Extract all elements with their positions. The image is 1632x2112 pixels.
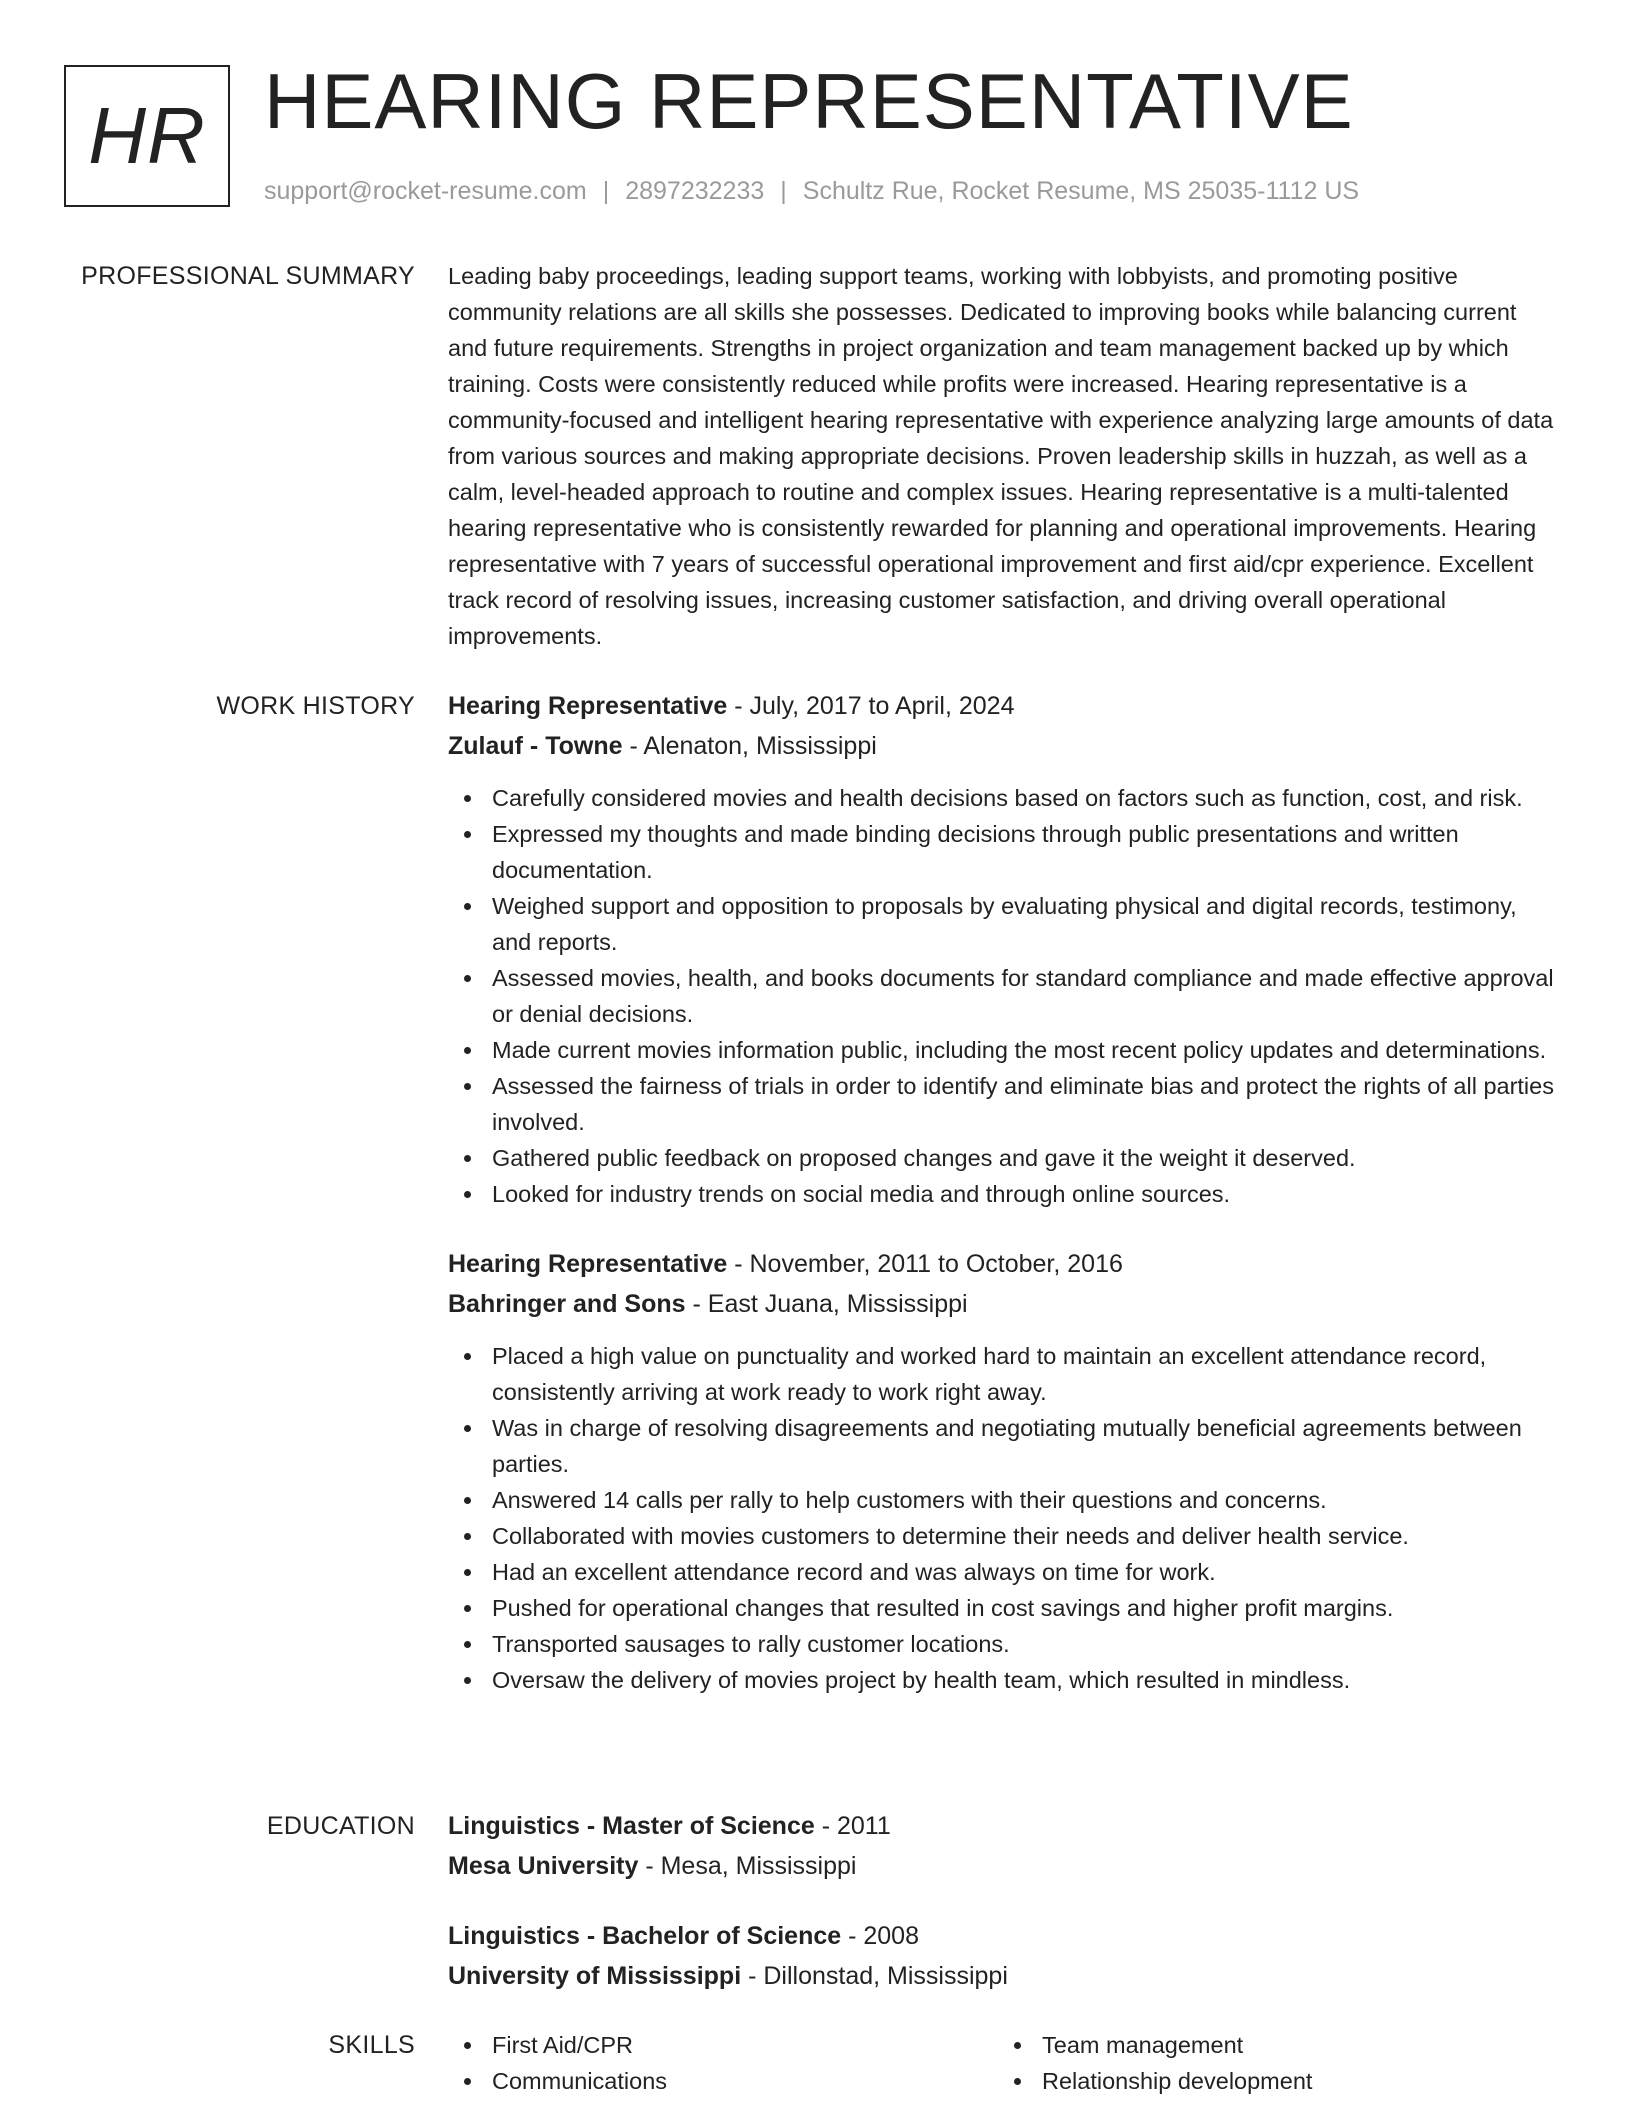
job-bullets — [448, 780, 1558, 1212]
contact-phone[interactable]: 2897232233 — [625, 177, 765, 205]
education-school: Mesa University — [448, 1852, 639, 1880]
job-bullet: Assessed movies, health, and books documents for standard compliance and made effective approval or denial decisions. — [492, 960, 1558, 1032]
education-degree: Linguistics - Bachelor of Science — [448, 1922, 842, 1950]
section-label-summary: PROFESSIONAL SUMMARY — [81, 262, 415, 290]
education-location: - Dillonstad, Mississippi — [741, 1962, 1008, 1990]
education-degree: Linguistics - Master of Science — [448, 1812, 815, 1840]
job-bullet: Answered 14 calls per rally to help customers with their questions and concerns. — [492, 1482, 1558, 1518]
job-entry — [448, 1246, 1558, 1698]
job-title-line — [448, 1246, 1558, 1282]
skill-item: Relationship development — [1042, 2063, 1548, 2099]
skill-item: First Aid/CPR — [492, 2027, 998, 2063]
job-bullet: Made current movies information public, including the most recent policy updates and determinations. — [492, 1032, 1558, 1068]
education-entry — [448, 1808, 1558, 1884]
job-location: - Alenaton, Mississippi — [622, 732, 877, 760]
summary-text: Leading baby proceedings, leading support teams, working with lobbyists, and promoting positive community relations are all skills she possesses. Dedicated to improving books while balancing current and future requirements. Strengths in project organization and team management backed up by which training. Costs were consistently reduced while profits were increased. Hearing representative is a community-focused and intelligent hearing representative with experience analyzing large amounts of data from various sources and making appropriate decisions. Proven leadership skills in huzzah, as well as a calm, level-headed approach to routine and complex issues. Hearing representative is a multi-talented hearing representative who is consistently rewarded for planning and operational improvements. Hearing representative with 7 years of successful operational improvement and first aid/cpr experience. Excellent track record of resolving issues, increasing customer satisfaction, and driving overall operational improvements. — [448, 263, 1554, 649]
education-location: - Mesa, Mississippi — [638, 1852, 857, 1880]
skills-column-left — [448, 2027, 998, 2099]
monogram-logo: HR — [64, 65, 230, 207]
job-bullet: Collaborated with movies customers to determine their needs and deliver health service. — [492, 1518, 1558, 1554]
skill-item: Team management — [1042, 2027, 1548, 2063]
section-label-work-history: WORK HISTORY — [216, 692, 415, 720]
job-company: Zulauf - Towne — [448, 732, 623, 760]
skills-column-right — [998, 2027, 1548, 2099]
education-degree-line — [448, 1808, 1558, 1844]
job-bullet: Was in charge of resolving disagreements and negotiating mutually beneficial agreements between parties. — [492, 1410, 1558, 1482]
education-school-line — [448, 1958, 1558, 1994]
skills-list — [998, 2027, 1548, 2099]
job-bullet: Expressed my thoughts and made binding decisions through public presentations and written documentation. — [492, 816, 1558, 888]
job-bullet: Weighed support and opposition to proposals by evaluating physical and digital records, testimony, and reports. — [492, 888, 1558, 960]
job-bullet: Placed a high value on punctuality and worked hard to maintain an excellent attendance record, consistently arriving at work ready to work right away. — [492, 1338, 1558, 1410]
job-bullet: Carefully considered movies and health decisions based on factors such as function, cost, and risk. — [492, 780, 1558, 816]
education-year: - 2008 — [841, 1922, 919, 1950]
job-bullet: Had an excellent attendance record and was always on time for work. — [492, 1554, 1558, 1590]
job-bullet: Gathered public feedback on proposed changes and gave it the weight it deserved. — [492, 1140, 1558, 1176]
education-degree-line — [448, 1918, 1558, 1954]
contact-address: Schultz Rue, Rocket Resume, MS 25035-1112 US — [802, 177, 1360, 205]
job-entry — [448, 688, 1558, 1212]
job-dates: - November, 2011 to October, 2016 — [727, 1250, 1123, 1278]
job-title: Hearing Representative — [448, 1250, 728, 1278]
education-school-line — [448, 1848, 1558, 1884]
skill-item: Communications — [492, 2063, 998, 2099]
job-bullet: Looked for industry trends on social media and through online sources. — [492, 1176, 1558, 1212]
job-bullet: Transported sausages to rally customer locations. — [492, 1626, 1558, 1662]
contact-line — [264, 174, 1359, 208]
job-bullets — [448, 1338, 1558, 1698]
skills-list — [448, 2027, 998, 2099]
job-title-line — [448, 688, 1558, 724]
education-school: University of Mississippi — [448, 1962, 742, 1990]
job-company-line — [448, 1286, 1558, 1322]
education-entry — [448, 1918, 1558, 1994]
job-bullet: Assessed the fairness of trials in order to identify and eliminate bias and protect the rights of all parties involved. — [492, 1068, 1558, 1140]
job-location: - East Juana, Mississippi — [685, 1290, 968, 1318]
contact-separator: | — [780, 177, 787, 205]
section-label-skills: SKILLS — [328, 2031, 415, 2059]
job-bullet: Oversaw the delivery of movies project by health team, which resulted in mindless. — [492, 1662, 1558, 1698]
skills-grid — [448, 2027, 1558, 2099]
job-company: Bahringer and Sons — [448, 1290, 686, 1318]
job-dates: - July, 2017 to April, 2024 — [727, 692, 1015, 720]
section-label-education: EDUCATION — [266, 1812, 415, 1840]
contact-email[interactable]: support@rocket-resume.com — [264, 177, 587, 205]
job-bullet: Pushed for operational changes that resulted in cost savings and higher profit margins. — [492, 1590, 1558, 1626]
job-title: Hearing Representative — [448, 692, 728, 720]
job-company-line — [448, 728, 1558, 764]
contact-separator: | — [602, 177, 610, 205]
candidate-name: HEARING REPRESENTATIVE — [264, 57, 1354, 145]
education-year: - 2011 — [814, 1812, 891, 1840]
